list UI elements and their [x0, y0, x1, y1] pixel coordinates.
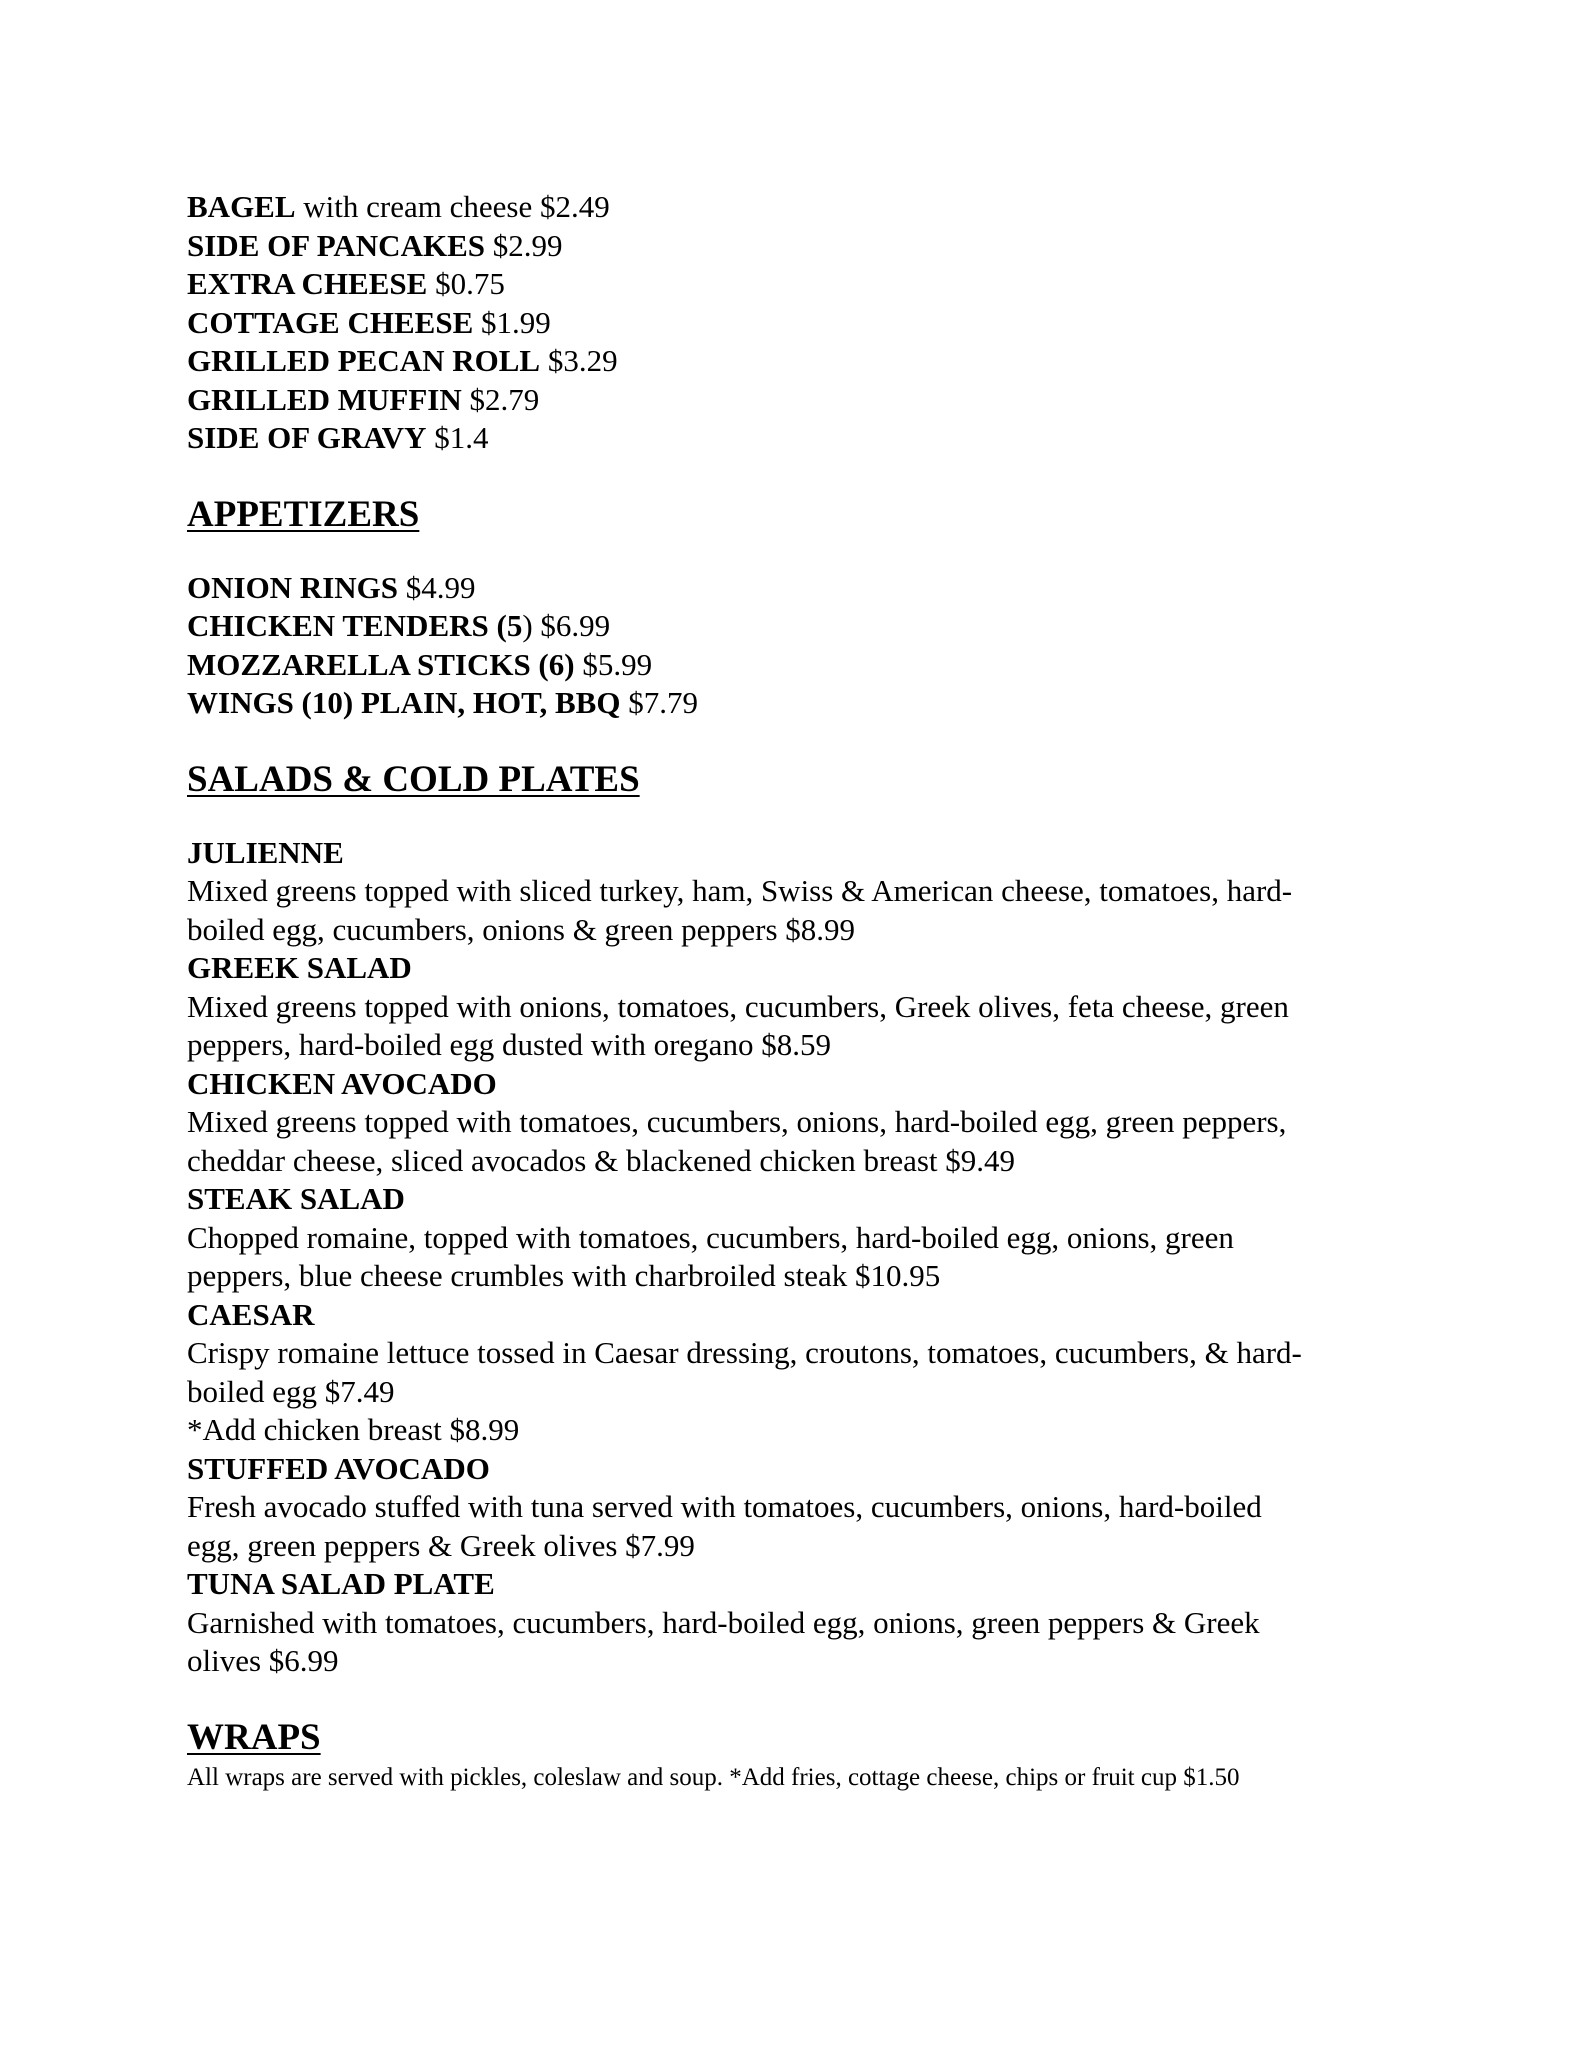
salad-item — [187, 1065, 1417, 1181]
item-description: Mixed greens topped with tomatoes, cucumbers, onions, hard-boiled egg, green peppers, — [187, 1104, 1287, 1139]
appetizers-heading: APPETIZERS — [187, 493, 420, 535]
salads-list — [187, 834, 1417, 1681]
item-description: peppers, blue cheese crumbles with charbroiled steak $10.95 — [187, 1258, 941, 1293]
salad-item — [187, 1450, 1417, 1566]
salad-item — [187, 1180, 1417, 1296]
item-name-rest: ) — [522, 608, 533, 643]
item-description: peppers, hard-boiled egg dusted with oregano $8.59 — [187, 1027, 831, 1062]
menu-item — [187, 684, 1417, 723]
item-name: CAESAR — [187, 1296, 315, 1332]
item-price: $2.99 — [484, 227, 563, 263]
item-price: $3.29 — [540, 343, 618, 378]
item-name: SIDE OF PANCAKES — [187, 227, 485, 263]
salad-item — [187, 1565, 1417, 1681]
sides-list — [187, 188, 1417, 458]
item-name: CHICKEN TENDERS (5 — [187, 608, 523, 643]
salad-item — [187, 834, 1417, 950]
menu-item — [187, 419, 1417, 458]
item-name: GREEK SALAD — [187, 950, 412, 985]
item-description: Mixed greens topped with onions, tomatoes, cucumbers, Greek olives, feta cheese, green — [187, 988, 1289, 1024]
salads-heading: SALADS & COLD PLATES — [187, 758, 640, 800]
item-name: ONION RINGS — [187, 569, 399, 605]
item-price: with cream cheese $2.49 — [295, 189, 610, 224]
item-price: $6.99 — [532, 608, 611, 643]
menu-item — [187, 227, 1417, 266]
menu-page — [187, 188, 1417, 1794]
menu-item — [187, 304, 1417, 343]
item-name: TUNA SALAD PLATE — [187, 1566, 495, 1601]
item-name: EXTRA CHEESE — [187, 266, 428, 301]
item-name: COTTAGE CHEESE — [187, 304, 474, 340]
salad-item — [187, 1296, 1417, 1450]
item-description: boiled egg, cucumbers, onions & green peppers $8.99 — [187, 911, 856, 947]
salad-item — [187, 949, 1417, 1065]
item-description: cheddar cheese, sliced avocados & blackened chicken breast $9.49 — [187, 1142, 1016, 1178]
wraps-note: All wraps are served with pickles, coleslaw and soup. *Add fries, cottage cheese, chips or fruit cup $1.50 — [187, 1763, 1240, 1791]
item-addon-note: *Add chicken breast $8.99 — [187, 1412, 520, 1447]
item-description: Fresh avocado stuffed with tuna served with tomatoes, cucumbers, onions, hard-boiled — [187, 1489, 1262, 1524]
menu-item — [187, 188, 1417, 227]
menu-item — [187, 607, 1417, 646]
menu-item — [187, 342, 1417, 381]
item-name: WINGS (10) PLAIN, HOT, BBQ — [187, 685, 621, 720]
item-name: SIDE OF GRAVY — [187, 420, 427, 455]
item-name: GRILLED MUFFIN — [187, 381, 462, 417]
menu-item — [187, 265, 1417, 304]
item-price: $2.79 — [461, 381, 540, 417]
item-name: STUFFED AVOCADO — [187, 1450, 490, 1486]
item-price: $7.79 — [620, 685, 698, 720]
item-price: $0.75 — [427, 266, 505, 301]
item-description: boiled egg $7.49 — [187, 1373, 395, 1409]
item-description: Mixed greens topped with sliced turkey, ham, Swiss & American cheese, tomatoes, hard- — [187, 873, 1293, 908]
menu-item — [187, 381, 1417, 420]
item-price: $1.4 — [426, 420, 489, 455]
item-price: $5.99 — [574, 646, 653, 682]
item-description: Crispy romaine lettuce tossed in Caesar dressing, croutons, tomatoes, cucumbers, & hard- — [187, 1335, 1302, 1370]
item-description: egg, green peppers & Greek olives $7.99 — [187, 1527, 695, 1563]
menu-item — [187, 646, 1417, 685]
item-price: $4.99 — [398, 569, 476, 605]
item-description: Garnished with tomatoes, cucumbers, hard-boiled egg, onions, green peppers & Greek — [187, 1604, 1260, 1640]
item-name: MOZZARELLA STICKS (6) — [187, 646, 575, 682]
menu-item — [187, 569, 1417, 608]
item-name: GRILLED PECAN ROLL — [187, 343, 541, 378]
item-name: STEAK SALAD — [187, 1181, 405, 1216]
item-price: $1.99 — [473, 304, 551, 340]
item-name: BAGEL — [187, 189, 296, 224]
item-name: JULIENNE — [187, 834, 344, 870]
item-description: Chopped romaine, topped with tomatoes, cucumbers, hard-boiled egg, onions, green — [187, 1219, 1234, 1255]
item-name: CHICKEN AVOCADO — [187, 1065, 497, 1101]
wraps-heading: WRAPS — [187, 1716, 321, 1758]
item-description: olives $6.99 — [187, 1643, 339, 1678]
appetizers-list — [187, 569, 1417, 723]
